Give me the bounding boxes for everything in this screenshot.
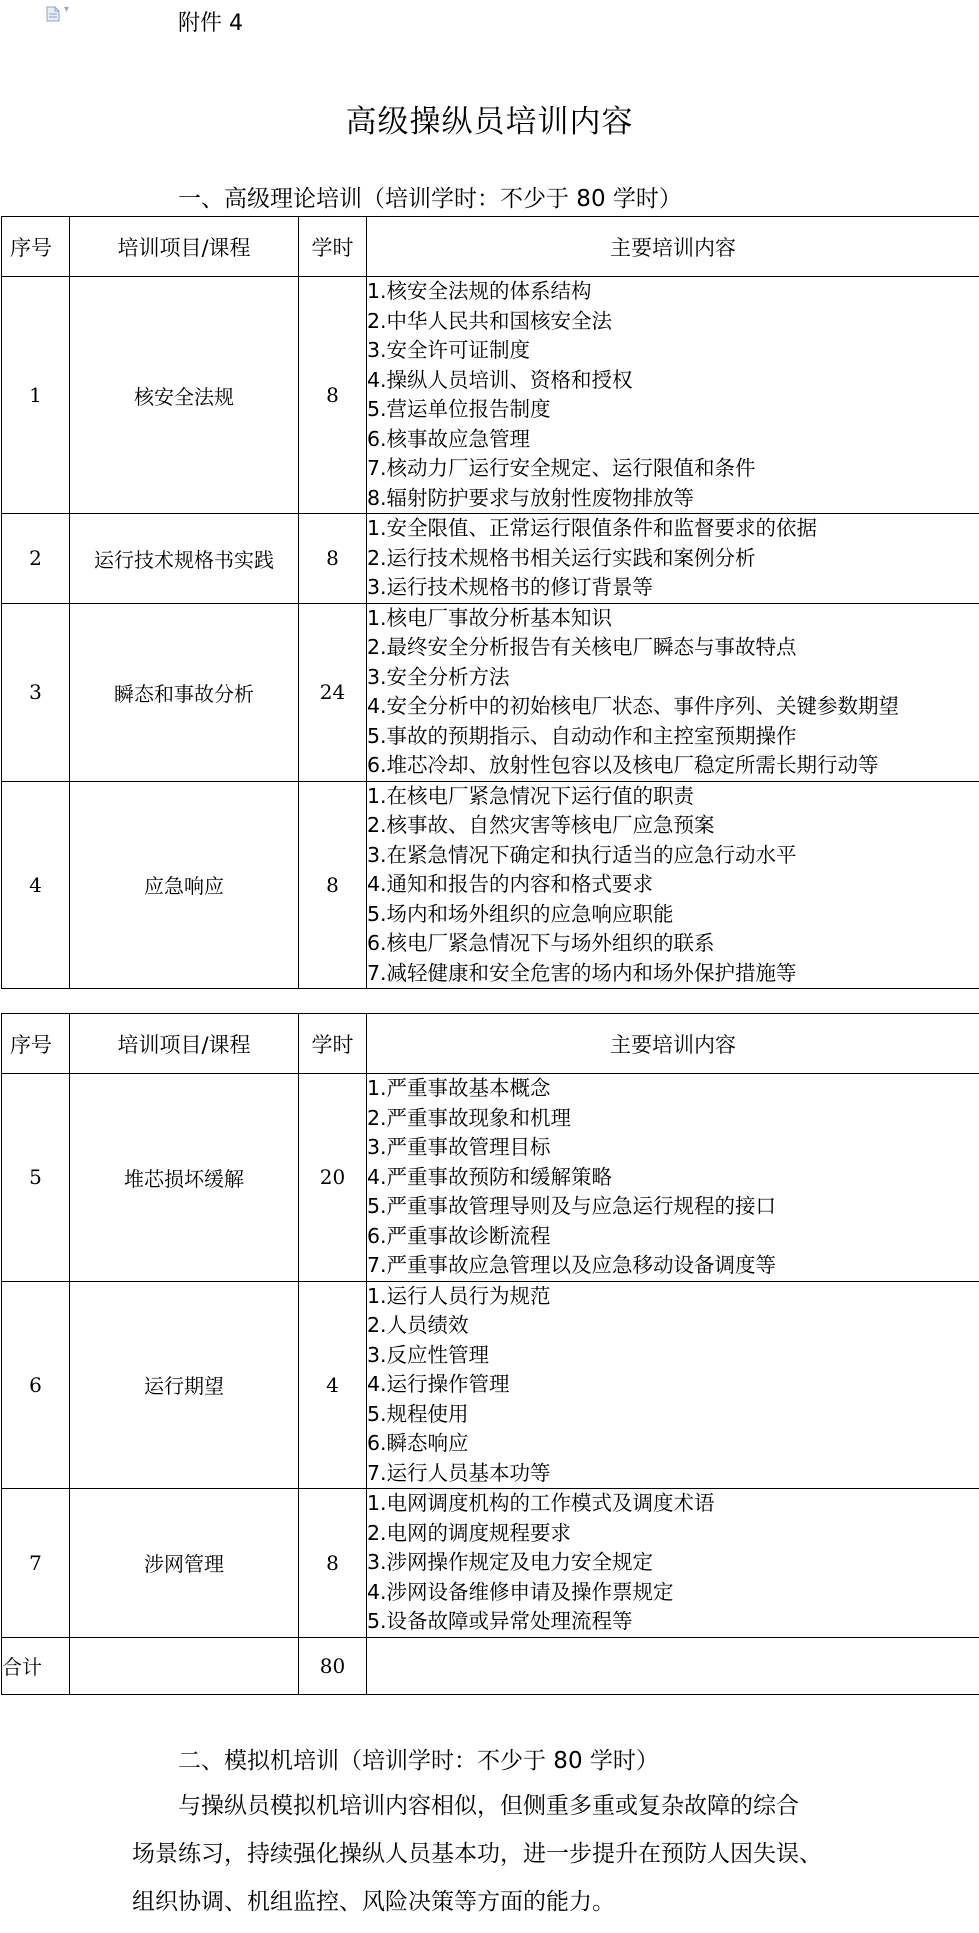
content-item: 7.运行人员基本功等	[367, 1460, 551, 1485]
simulator-paragraph-line: 与操纵员模拟机培训内容相似，但侧重多重或复杂故障的综合	[178, 1793, 799, 1819]
header-content: 主要培训内容	[367, 217, 979, 277]
row-number: 1	[2, 277, 70, 514]
course-content	[367, 603, 979, 781]
header-hours: 学时	[299, 217, 367, 277]
content-item: 1.核安全法规的体系结构	[367, 279, 592, 303]
course-name: 运行期望	[70, 1281, 299, 1489]
course-content	[367, 1074, 979, 1282]
content-item: 6.瞬态响应	[367, 1431, 469, 1455]
content-item: 4.操纵人员培训、资格和授权	[367, 367, 633, 392]
content-item: 7.严重事故应急管理以及应急移动设备调度等	[367, 1253, 777, 1277]
content-item: 5.营运单位报告制度	[367, 397, 551, 421]
content-item: 5.严重事故管理导则及与应急运行规程的接口	[367, 1194, 777, 1218]
content-item: 2.最终安全分析报告有关核电厂瞬态与事故特点	[367, 635, 797, 659]
content-item: 7.核动力厂运行安全规定、运行限值和条件	[367, 456, 756, 480]
content-item: 1.安全限值、正常运行限值条件和监督要求的依据	[367, 516, 818, 540]
row-number: 2	[2, 514, 70, 604]
content-item: 4.严重事故预防和缓解策略	[367, 1164, 613, 1189]
row-number: 6	[2, 1281, 70, 1489]
course-hours: 20	[299, 1074, 367, 1282]
content-item: 6.核电厂紧急情况下与场外组织的联系	[367, 931, 715, 955]
header-no: 序号	[2, 217, 70, 277]
course-name: 运行技术规格书实践	[70, 514, 299, 604]
content-item: 3.安全分析方法	[367, 664, 510, 689]
content-item: 6.核事故应急管理	[367, 426, 531, 451]
content-item: 1.电网调度机构的工作模式及调度术语	[367, 1491, 715, 1515]
content-item: 3.反应性管理	[367, 1342, 490, 1367]
content-item: 3.在紧急情况下确定和执行适当的应急行动水平	[367, 842, 797, 867]
table-header-row	[2, 1014, 979, 1074]
chevron-down-icon[interactable]: ▾	[64, 4, 70, 15]
content-item: 1.在核电厂紧急情况下运行值的职责	[367, 783, 695, 808]
simulator-paragraph-line: 组织协调、机组监控、风险决策等方面的能力。	[132, 1889, 615, 1915]
course-content	[367, 1489, 979, 1638]
row-number: 4	[2, 781, 70, 989]
course-content	[367, 514, 979, 604]
section-heading-simulator: 二、模拟机培训（培训学时：不少于 80 学时）	[178, 1748, 659, 1774]
row-number: 3	[2, 603, 70, 781]
course-content	[367, 1281, 979, 1489]
content-item: 6.严重事故诊断流程	[367, 1223, 551, 1248]
content-item: 7.减轻健康和安全危害的场内和场外保护措施等	[367, 960, 797, 985]
content-item: 5.场内和场外组织的应急响应职能	[367, 901, 674, 926]
training-table-part2	[1, 1013, 979, 1695]
content-item: 5.事故的预期指示、自动动作和主控室预期操作	[367, 723, 797, 748]
content-item: 8.辐射防护要求与放射性废物排放等	[367, 485, 695, 510]
simulator-paragraph-line: 场景练习，持续强化操纵人员基本功，进一步提升在预防人因失误、	[132, 1841, 822, 1867]
content-item: 3.运行技术规格书的修订背景等	[367, 575, 654, 599]
total-course-empty	[70, 1637, 299, 1694]
content-item: 3.安全许可证制度	[367, 338, 531, 362]
header-no: 序号	[2, 1014, 70, 1074]
total-label: 合计	[2, 1637, 70, 1694]
table-row	[2, 1281, 979, 1489]
table-row	[2, 514, 979, 604]
row-number: 7	[2, 1489, 70, 1638]
course-name: 核安全法规	[70, 277, 299, 514]
header-course: 培训项目/课程	[70, 1014, 299, 1074]
section-heading-theory: 一、高级理论培训（培训学时：不少于 80 学时）	[178, 186, 682, 212]
content-item: 2.严重事故现象和机理	[367, 1105, 572, 1130]
content-item: 1.核电厂事故分析基本知识	[367, 605, 613, 630]
content-item: 3.严重事故管理目标	[367, 1135, 551, 1159]
content-item: 4.涉网设备维修申请及操作票规定	[367, 1579, 674, 1604]
course-hours: 8	[299, 277, 367, 514]
page-title: 高级操纵员培训内容	[345, 104, 634, 140]
content-item: 1.运行人员行为规范	[367, 1283, 551, 1308]
attachment-label: 附件 4	[178, 11, 243, 36]
content-item: 2.运行技术规格书相关运行实践和案例分析	[367, 545, 756, 570]
header-hours: 学时	[299, 1014, 367, 1074]
course-name: 堆芯损坏缓解	[70, 1074, 299, 1282]
table-header-row	[2, 217, 979, 277]
training-table-part1	[1, 216, 979, 989]
course-hours: 8	[299, 781, 367, 989]
content-item: 6.堆芯冷却、放射性包容以及核电厂稳定所需长期行动等	[367, 753, 879, 777]
content-item: 2.电网的调度规程要求	[367, 1520, 572, 1545]
document-icon[interactable]	[46, 6, 60, 22]
header-content: 主要培训内容	[367, 1014, 979, 1074]
course-content	[367, 277, 979, 514]
row-number: 5	[2, 1074, 70, 1282]
table-row	[2, 781, 979, 989]
table-row	[2, 603, 979, 781]
total-row	[2, 1637, 979, 1694]
total-hours: 80	[299, 1637, 367, 1694]
course-name: 应急响应	[70, 781, 299, 989]
content-item: 3.涉网操作规定及电力安全规定	[367, 1550, 654, 1574]
content-item: 5.规程使用	[367, 1401, 469, 1426]
table-row	[2, 277, 979, 514]
course-hours: 8	[299, 1489, 367, 1638]
course-name: 涉网管理	[70, 1489, 299, 1638]
course-name: 瞬态和事故分析	[70, 603, 299, 781]
table-row	[2, 1074, 979, 1282]
header-course: 培训项目/课程	[70, 217, 299, 277]
content-item: 4.通知和报告的内容和格式要求	[367, 872, 654, 896]
total-content-empty	[367, 1637, 979, 1694]
course-hours: 4	[299, 1281, 367, 1489]
content-item: 4.安全分析中的初始核电厂状态、事件序列、关键参数期望	[367, 694, 900, 718]
content-item: 1.严重事故基本概念	[367, 1076, 551, 1100]
table-row	[2, 1489, 979, 1638]
content-item: 2.中华人民共和国核安全法	[367, 308, 613, 333]
content-item: 2.核事故、自然灾害等核电厂应急预案	[367, 813, 715, 837]
course-hours: 24	[299, 603, 367, 781]
course-hours: 8	[299, 514, 367, 604]
content-item: 2.人员绩效	[367, 1313, 469, 1337]
content-item: 5.设备故障或异常处理流程等	[367, 1609, 633, 1633]
content-item: 4.运行操作管理	[367, 1372, 510, 1396]
course-content	[367, 781, 979, 989]
